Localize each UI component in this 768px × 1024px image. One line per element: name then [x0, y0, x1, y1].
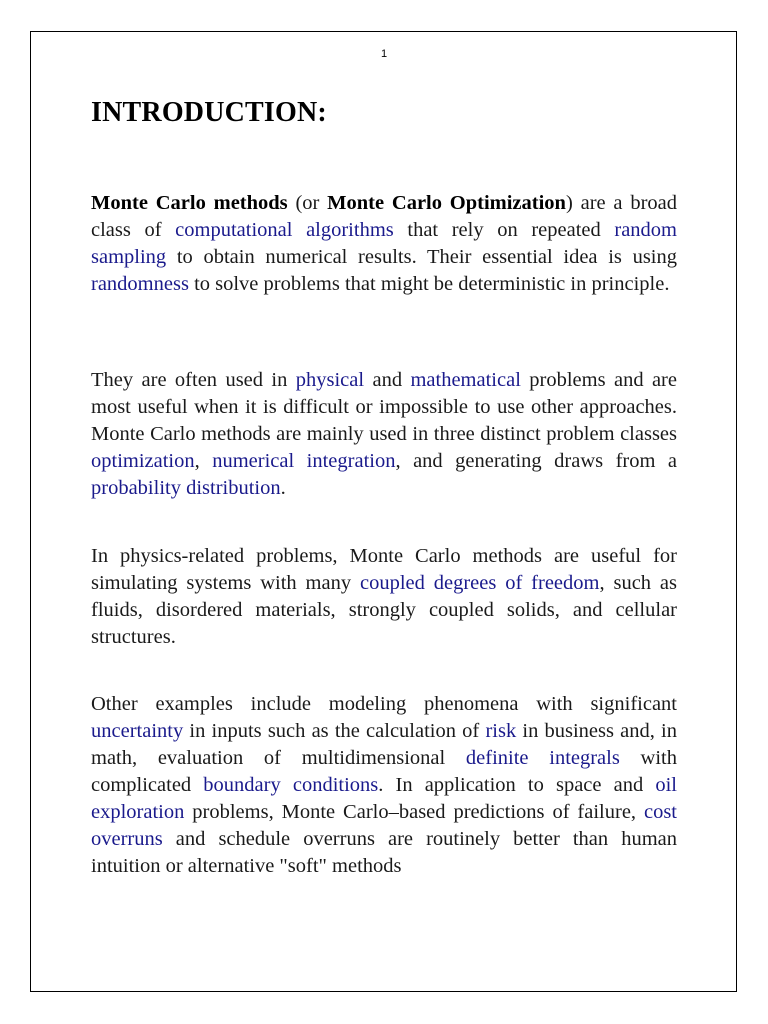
text-run: .: [280, 477, 286, 499]
link-oil-exploration[interactable]: oil exploration: [91, 774, 677, 823]
bold-term-monte-carlo-optimization: Monte Carlo Optimization: [327, 192, 566, 214]
text-run: and schedule overruns are routinely better than human intuition or alternative "soft" methods: [91, 828, 677, 877]
text-run: (or: [287, 192, 328, 214]
link-mathematical[interactable]: mathematical: [410, 369, 521, 391]
text-run: in business and, in math, evaluation of multidimensional: [91, 720, 677, 769]
link-physical[interactable]: physical: [295, 369, 365, 391]
text-run: They are often used in: [91, 369, 296, 391]
section-heading: INTRODUCTION:: [91, 97, 327, 128]
text-run: ) are a broad class of: [91, 192, 677, 241]
text-run: problems, Monte Carlo–based predictions of failure,: [184, 801, 644, 823]
link-coupled-degrees-of-freedom[interactable]: coupled degrees of freedom: [359, 572, 600, 594]
paragraph-uses: [91, 367, 677, 502]
link-optimization[interactable]: optimization: [91, 450, 195, 472]
text-run: . In application to space and: [378, 774, 656, 796]
bold-term-monte-carlo-methods: Monte Carlo methods: [91, 192, 288, 214]
text-run: ,: [194, 450, 213, 472]
link-computational-algorithms[interactable]: computational algorithms: [175, 219, 394, 241]
paragraph-monte-carlo-definition: [91, 190, 677, 298]
text-run: in inputs such as the calculation of: [183, 720, 486, 742]
link-numerical-integration[interactable]: numerical integration: [212, 450, 396, 472]
text-run: with complicated: [91, 747, 678, 796]
page-number: 1: [380, 48, 388, 60]
text-run: Other examples include modeling phenomena with significant: [91, 693, 677, 715]
link-cost-overruns[interactable]: cost overruns: [91, 801, 677, 850]
link-randomness[interactable]: randomness: [91, 273, 189, 295]
link-uncertainty[interactable]: uncertainty: [91, 720, 184, 742]
text-run: , such as fluids, disordered materials, strongly coupled solids, and cellular structures.: [91, 572, 677, 648]
text-run: , and generating draws from a: [395, 450, 677, 472]
link-definite-integrals[interactable]: definite integrals: [465, 747, 620, 769]
link-random-sampling[interactable]: random sampling: [91, 219, 677, 268]
text-run: to solve problems that might be deterministic in principle.: [188, 273, 670, 295]
text-run: In physics-related problems, Monte Carlo methods are useful for simulating systems with many: [91, 545, 677, 594]
text-run: that rely on repeated: [393, 219, 615, 241]
text-run: to obtain numerical results. Their essential idea is using: [166, 246, 677, 268]
link-boundary-conditions[interactable]: boundary conditions: [203, 774, 379, 796]
paragraph-physics: [91, 543, 677, 651]
text-run: problems and are most useful when it is difficult or impossible to use other approaches. Monte Carlo methods are mainly used in three distinct problem classes: [91, 369, 677, 445]
link-risk[interactable]: risk: [485, 720, 517, 742]
text-run: and: [364, 369, 411, 391]
link-probability-distribution[interactable]: probability distribution: [91, 477, 281, 499]
paragraph-other-examples: [91, 691, 677, 880]
